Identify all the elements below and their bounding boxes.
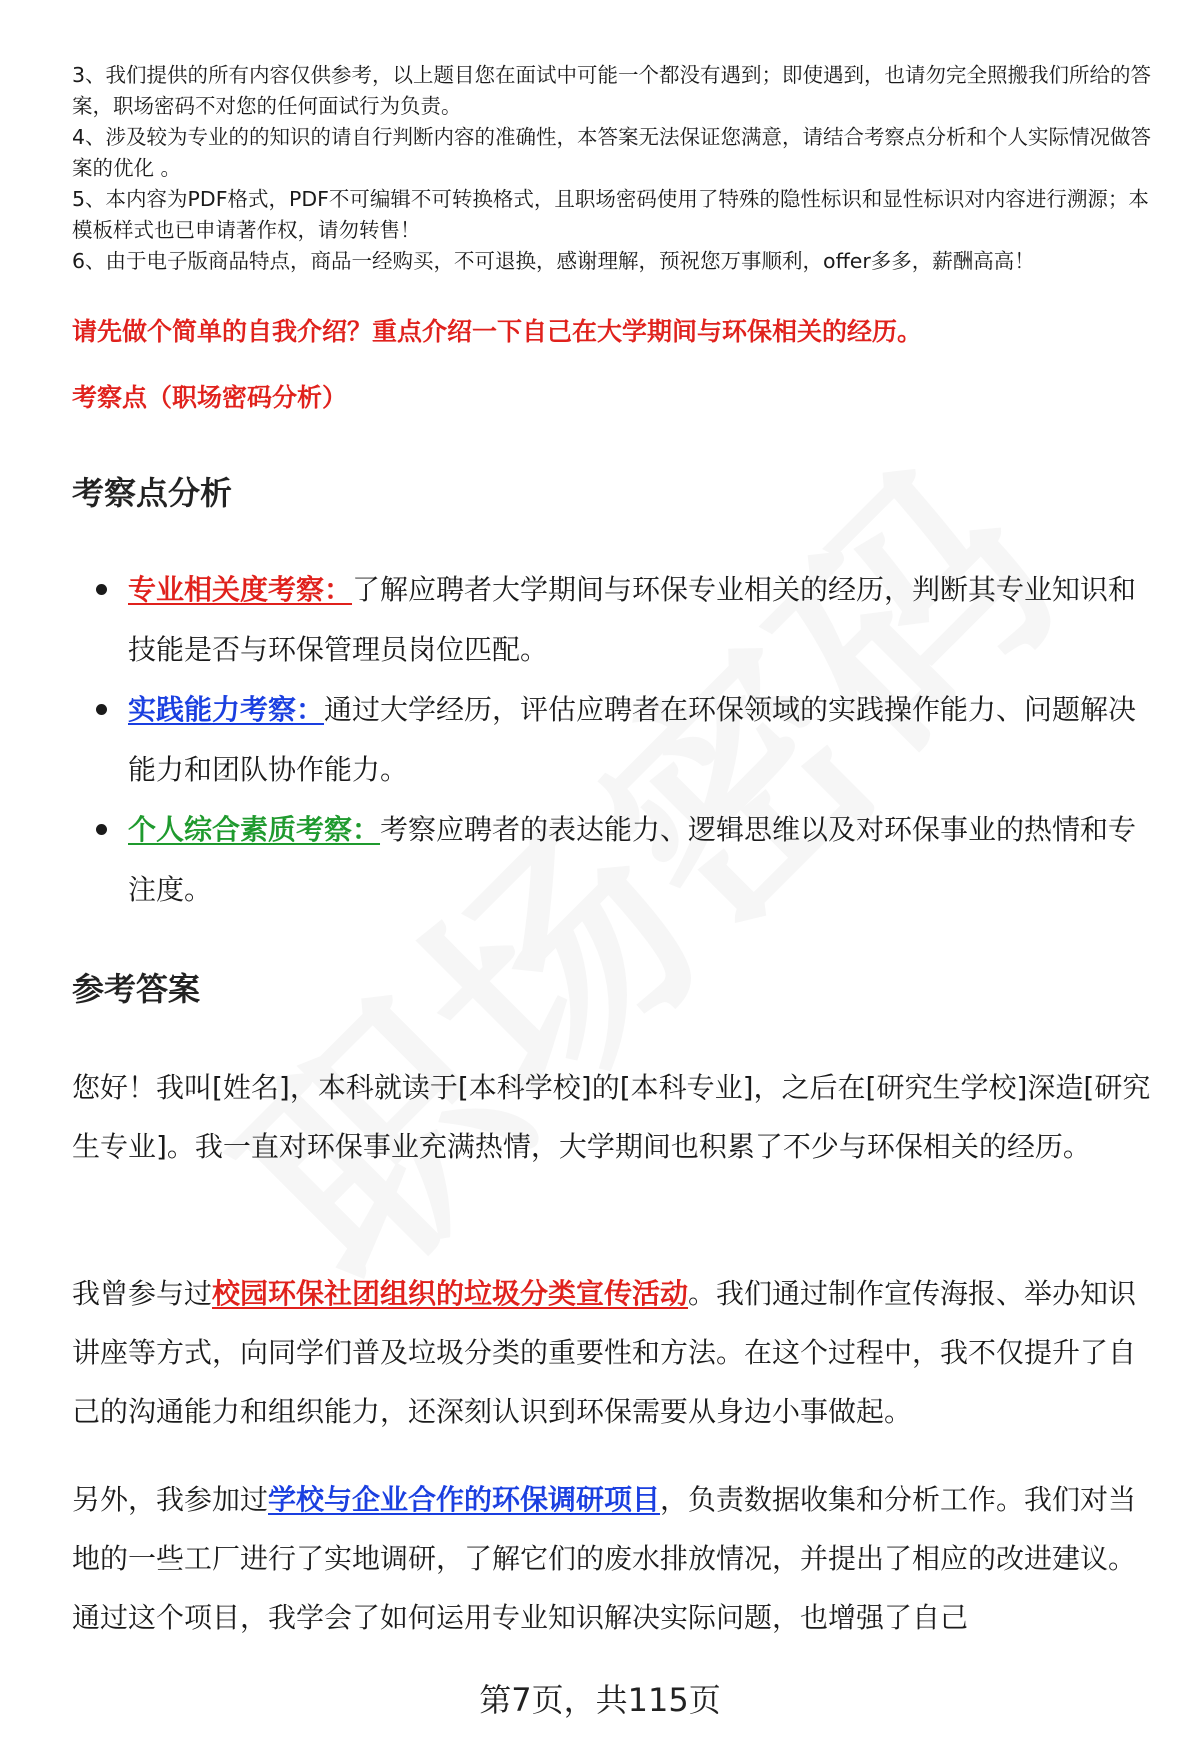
highlight-campus-activity: 校园环保社团组织的垃圾分类宣传活动 (212, 1277, 689, 1310)
analysis-point (72, 560, 1152, 680)
highlight-research-project: 学校与企业合作的环保调研项目 (268, 1483, 661, 1516)
point-text: 通过大学经历，评估应聘者在环保领域的实践操作能力、问题解决能力和团队协作能力。 (128, 693, 1137, 786)
question-title: 请先做个简单的自我介绍？重点介绍一下自己在大学期间与环保相关的经历。 (72, 317, 923, 346)
point-label: 专业相关度考察： (128, 573, 353, 606)
bullet-icon (96, 584, 107, 595)
note-4: 4、涉及较为专业的的知识的请自行判断内容的准确性，本答案无法保证您满意，请结合考察点分析和个人实际情况做答案的优化 。 (72, 125, 1152, 180)
question-subtitle: 考察点（职场密码分析） (72, 383, 348, 412)
analysis-heading: 考察点分析 (72, 474, 233, 512)
p2-post: 。我们通过制作宣传海报、举办知识讲座等方式，向同学们普及垃圾分类的重要性和方法。在这个过程中，我不仅提升了自己的沟通能力和组织能力，还深刻认识到环保需要从身边小事做起。 (72, 1277, 1137, 1428)
bullet-icon (96, 704, 107, 715)
p3-post: ，负责数据收集和分析工作。我们对当地的一些工厂进行了实地调研，了解它们的废水排放情况，并提出了相应的改进建议。通过这个项目，我学会了如何运用专业知识解决实际问题，也增强了自己 (72, 1483, 1137, 1634)
note-3: 3、我们提供的所有内容仅供参考，以上题目您在面试中可能一个都没有遇到；即使遇到，也请勿完全照搬我们所给的答案，职场密码不对您的任何面试行为负责。 (72, 63, 1152, 118)
answer-paragraph-1: 您好！我叫[姓名]，本科就读于[本科学校]的[本科专业]，之后在[研究生学校]深造[研究生专业]。我一直对环保事业充满热情，大学期间也积累了不少与环保相关的经历。 (72, 1071, 1151, 1163)
bullet-icon (96, 824, 107, 835)
answer-heading: 参考答案 (72, 970, 201, 1008)
notes-section (72, 60, 1152, 277)
p2-pre: 我曾参与过 (72, 1277, 213, 1310)
point-text: 考察应聘者的表达能力、逻辑思维以及对环保事业的热情和专注度。 (128, 813, 1137, 906)
analysis-point (72, 680, 1152, 800)
point-text: 了解应聘者大学期间与环保专业相关的经历，判断其专业知识和技能是否与环保管理员岗位匹配。 (128, 573, 1137, 666)
point-label: 个人综合素质考察： (128, 813, 381, 846)
analysis-list (72, 560, 1152, 920)
note-6: 6、由于电子版商品特点，商品一经购买，不可退换，感谢理解，预祝您万事顺利，offer多多，薪酬高高！ (72, 249, 1035, 273)
page-footer: 第7页，共115页 (479, 1681, 721, 1719)
note-5: 5、本内容为PDF格式，PDF不可编辑不可转换格式，且职场密码使用了特殊的隐性标识和显性标识对内容进行溯源；本模板样式也已申请著作权，请勿转售！ (72, 187, 1149, 242)
p3-pre: 另外，我参加过 (72, 1483, 269, 1516)
answer-paragraph-3 (72, 1470, 1152, 1647)
answer-paragraph-2 (72, 1264, 1152, 1441)
analysis-point (72, 800, 1152, 920)
point-label: 实践能力考察： (128, 693, 325, 726)
